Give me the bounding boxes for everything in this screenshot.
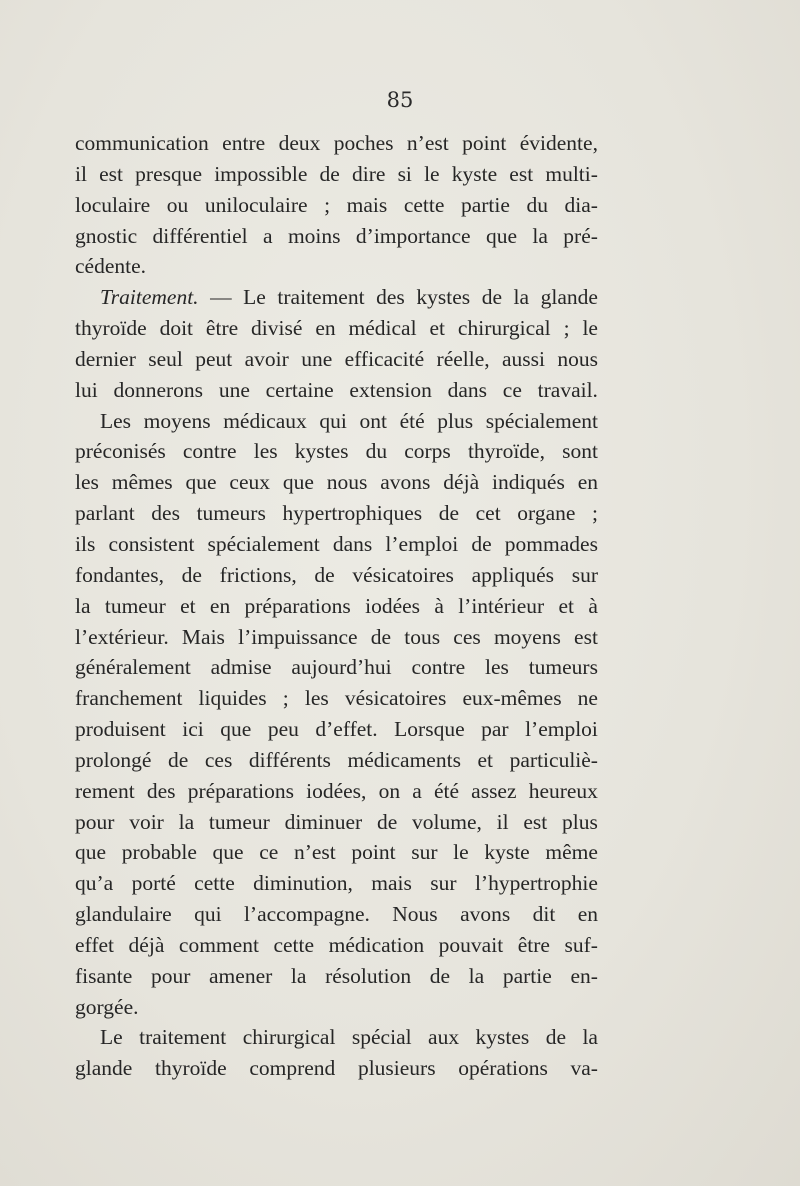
word: la (582, 1025, 598, 1050)
word: frictions, (219, 562, 297, 587)
word: médicaments (347, 747, 461, 772)
word: en (315, 316, 336, 341)
word: thyroïde (154, 1056, 227, 1081)
word: il (75, 161, 87, 186)
word: sur (571, 562, 598, 587)
word: généralement (75, 655, 191, 680)
word: qui (319, 408, 347, 433)
word: mais (371, 871, 412, 896)
word: en- (570, 963, 598, 988)
word: prolongé (75, 747, 152, 772)
word: aux (428, 1025, 460, 1050)
text-line (75, 467, 598, 498)
word: Le (100, 1025, 123, 1050)
word: ce (259, 840, 279, 865)
word: a (412, 778, 422, 803)
word: qui (194, 902, 222, 927)
word: traitement (139, 1025, 227, 1050)
word: ils (75, 531, 96, 556)
word: n’est (293, 840, 336, 865)
text-line (75, 344, 598, 375)
word: l’accompagne. (243, 902, 370, 927)
word: que (220, 717, 252, 742)
word: le (582, 316, 598, 341)
word: de (314, 562, 335, 587)
word: par (481, 717, 509, 742)
word: nous (557, 346, 598, 371)
text-line (75, 1022, 598, 1053)
word: aujourd’hui (291, 655, 392, 680)
word: contre (182, 439, 237, 464)
word: Mais (181, 624, 225, 649)
word: seul (148, 346, 183, 371)
word: sur (411, 840, 438, 865)
word: donnerons (113, 377, 204, 402)
word: l’emploi (525, 717, 598, 742)
text-line (75, 868, 598, 899)
word: avons (380, 470, 431, 495)
word: médicaux (223, 408, 307, 433)
word: plusieurs (357, 1056, 436, 1081)
word: kystes (294, 439, 349, 464)
text-line (75, 190, 598, 221)
word: être (517, 932, 550, 957)
word: différentiel (152, 223, 248, 248)
word: appliqués (471, 562, 555, 587)
word: point (462, 131, 507, 155)
word: l’hypertrophie (474, 871, 598, 896)
word: différents (248, 747, 331, 772)
word: et (180, 593, 196, 618)
word: ces (453, 624, 481, 649)
word: contre (411, 655, 466, 680)
word: dans (332, 531, 373, 556)
word: iodées (365, 593, 421, 618)
word: consistent (108, 531, 195, 556)
word: en (209, 593, 231, 618)
word: pour (75, 809, 115, 834)
word: Lorsque (394, 717, 465, 742)
word: dit (532, 902, 556, 927)
word: dia- (564, 192, 598, 217)
word: on (378, 778, 401, 803)
text-line (75, 961, 598, 992)
text-line (75, 930, 598, 961)
word: en (577, 470, 598, 495)
word: dire (351, 161, 386, 186)
word: de (370, 624, 392, 649)
word: de (181, 562, 202, 587)
text-line (75, 560, 598, 591)
word: a (263, 223, 273, 248)
word: glandulaire (75, 902, 172, 927)
word: heureux (528, 778, 598, 803)
word: ; (592, 501, 598, 526)
word: de (438, 501, 460, 526)
text-line (75, 776, 598, 807)
word: diminution, (253, 871, 353, 896)
word: réelle, (436, 346, 490, 371)
word: ont (359, 408, 387, 433)
text-line (75, 714, 598, 745)
word: l’intérieur (458, 593, 545, 618)
word: des (146, 778, 176, 803)
word: vésicatoires (344, 686, 447, 711)
word: des (151, 501, 180, 526)
word: peut (195, 346, 233, 371)
text-line (75, 992, 598, 1023)
word: particuliè- (509, 747, 598, 772)
word: d’effet. (315, 717, 378, 742)
word: nous (326, 470, 368, 495)
word: déjà (443, 470, 480, 495)
word: les (304, 686, 329, 711)
word: une (218, 377, 250, 402)
word: gnostic (75, 223, 138, 248)
word: ne (577, 686, 598, 711)
text-line (75, 622, 598, 653)
word: pommades (504, 531, 598, 556)
text-line (75, 1053, 598, 1084)
word: mêmes (111, 470, 173, 495)
word: aussi (502, 346, 546, 371)
word: avoir (244, 346, 289, 371)
word: est (509, 161, 534, 186)
word: ; (282, 686, 289, 711)
word: suf- (564, 932, 598, 957)
word: il (496, 809, 509, 834)
word: le (453, 840, 469, 865)
word: médical (348, 316, 417, 341)
word: sur (430, 871, 457, 896)
text-line (75, 591, 598, 622)
word: ceux (229, 470, 271, 495)
word: liquides (198, 686, 267, 711)
word: avons (460, 902, 511, 927)
word: ces (204, 747, 233, 772)
word: en (577, 902, 598, 927)
text-line (75, 375, 598, 406)
word: sont (562, 439, 598, 464)
text-line (75, 529, 598, 560)
word: que (485, 223, 517, 248)
word: partie (502, 963, 552, 988)
text-line (75, 745, 598, 776)
word: assez (471, 778, 517, 803)
word: les (253, 439, 278, 464)
body-text (75, 128, 598, 1084)
word: plus (437, 408, 474, 433)
word: thyroïde (75, 316, 147, 341)
word: été (399, 408, 425, 433)
word: la (513, 285, 530, 310)
word: tumeur (208, 809, 270, 834)
word: Traitement. (100, 285, 199, 310)
word: mais (346, 192, 388, 217)
word: de (319, 161, 340, 186)
word: tumeur (104, 593, 166, 618)
word: travail. (537, 377, 598, 402)
word: est (99, 161, 123, 186)
word: corps (404, 439, 451, 464)
word: spécial (351, 1025, 412, 1050)
word: de (168, 747, 189, 772)
word: de (376, 809, 398, 834)
text-line (75, 807, 598, 838)
text-line (75, 436, 598, 467)
word: doit (159, 316, 194, 341)
word: si (397, 161, 412, 186)
word: à (434, 593, 444, 618)
word: chirurgical (457, 316, 551, 341)
word: les (484, 655, 509, 680)
word: organe (517, 501, 576, 526)
word: fisante (75, 963, 133, 988)
word: pour (150, 963, 191, 988)
word: évidente, (519, 131, 598, 155)
word: été (433, 778, 459, 803)
word: pouvait (438, 932, 504, 957)
word: et (429, 316, 446, 341)
word: pré- (563, 223, 598, 248)
word: deux (278, 131, 321, 155)
word: fondantes, (75, 562, 164, 587)
word: thyroïde, (467, 439, 545, 464)
word: opérations (458, 1056, 548, 1081)
word: que (185, 470, 217, 495)
word: la (75, 593, 91, 618)
word: kystes (475, 1025, 530, 1050)
word: point (351, 840, 396, 865)
word: l’extérieur. (75, 624, 169, 649)
word: ou (166, 192, 189, 217)
word: poches (333, 131, 394, 155)
text-line (75, 128, 598, 159)
word: vésicatoires (352, 562, 454, 587)
word: uniloculaire (204, 192, 308, 217)
page-number: 85 (386, 88, 414, 112)
word: Les (100, 408, 132, 433)
word: la (468, 963, 485, 988)
word: Nous (392, 902, 438, 927)
text-line (75, 899, 598, 930)
word: et (558, 593, 575, 618)
word: amener (209, 963, 273, 988)
word: de (471, 531, 492, 556)
word: la (290, 963, 307, 988)
word: cette (194, 871, 235, 896)
word: n’est (406, 131, 449, 155)
word: du (365, 439, 388, 464)
word: la (532, 223, 548, 248)
word: que (282, 470, 314, 495)
word: — (210, 285, 232, 310)
word: tumeurs (196, 501, 266, 526)
word: cette (273, 932, 315, 957)
word: ce (502, 377, 522, 402)
word: le (424, 161, 440, 186)
text-line (75, 313, 598, 344)
word: et (477, 747, 494, 772)
word: va- (570, 1056, 598, 1081)
word: que (75, 840, 107, 865)
text-line (75, 282, 598, 313)
word: admise (210, 655, 272, 680)
word: moins (287, 223, 341, 248)
word: iodées, (306, 778, 367, 803)
word: moyens (493, 624, 561, 649)
text-line (75, 251, 598, 282)
word: loculaire (75, 192, 151, 217)
word: dernier (75, 346, 136, 371)
word: probable (121, 840, 197, 865)
word: multi- (545, 161, 598, 186)
word: à (588, 593, 598, 618)
text-line (75, 837, 598, 868)
word: volume, (412, 809, 482, 834)
word: une (301, 346, 333, 371)
word: dans (447, 377, 488, 402)
word: communication (75, 131, 209, 155)
word: glande (75, 1056, 133, 1081)
word: qu’a (75, 871, 114, 896)
word: des (376, 285, 405, 310)
word: extension (349, 377, 432, 402)
word: presque (135, 161, 203, 186)
word: voir (129, 809, 164, 834)
word: tumeurs (528, 655, 598, 680)
word: plus (562, 809, 598, 834)
word: hypertrophiques (282, 501, 423, 526)
word: préparations (244, 593, 351, 618)
word: peu (267, 717, 299, 742)
text-line (75, 683, 598, 714)
word: cédente. (75, 254, 147, 279)
word: être (205, 316, 239, 341)
word: l’emploi (385, 531, 459, 556)
word: ici (182, 717, 204, 742)
word: de (429, 963, 451, 988)
word: indiqués (491, 470, 565, 495)
word: rement (75, 778, 135, 803)
text-line (75, 159, 598, 190)
word: même (545, 840, 598, 865)
word: ; (324, 192, 331, 217)
word: ; (563, 316, 570, 341)
word: Le (243, 285, 266, 310)
word: déjà (128, 932, 165, 957)
word: parlant (75, 501, 135, 526)
word: kyste (484, 840, 530, 865)
word: kystes (416, 285, 471, 310)
word: que (212, 840, 244, 865)
word: produisent (75, 717, 166, 742)
word: d’importance (355, 223, 471, 248)
text-line (75, 652, 598, 683)
word: préparations (187, 778, 294, 803)
word: résolution (325, 963, 412, 988)
word: spécialement (485, 408, 598, 433)
word: porté (131, 871, 176, 896)
word: partie (460, 192, 510, 217)
word: entre (222, 131, 266, 155)
word: de (545, 1025, 566, 1050)
word: comprend (249, 1056, 336, 1081)
word: l’impuissance (238, 624, 358, 649)
word: traitement (277, 285, 365, 310)
word: est (523, 809, 548, 834)
word: cette (403, 192, 445, 217)
word: impossible (214, 161, 308, 186)
text-line (75, 221, 598, 252)
word: est (574, 624, 598, 649)
word: du (526, 192, 548, 217)
word: spécialement (207, 531, 320, 556)
word: diminuer (284, 809, 363, 834)
word: efficacité (344, 346, 425, 371)
word: de (481, 285, 502, 310)
word: lui (75, 377, 98, 402)
word: cet (475, 501, 501, 526)
word: kyste (451, 161, 498, 186)
word: préconisés (75, 439, 166, 464)
word: divisé (251, 316, 303, 341)
word: les (75, 470, 99, 495)
word: tous (404, 624, 441, 649)
word: la (178, 809, 195, 834)
word: effet (75, 932, 114, 957)
text-line (75, 498, 598, 529)
text-line (75, 406, 598, 437)
word: eux-mêmes (462, 686, 562, 711)
word: gorgée. (75, 994, 139, 1019)
word: chirurgical (242, 1025, 336, 1050)
word: glande (540, 285, 598, 310)
word: médication (328, 932, 425, 957)
word: certaine (265, 377, 334, 402)
word: comment (178, 932, 259, 957)
word: franchement (75, 686, 183, 711)
word: moyens (143, 408, 211, 433)
